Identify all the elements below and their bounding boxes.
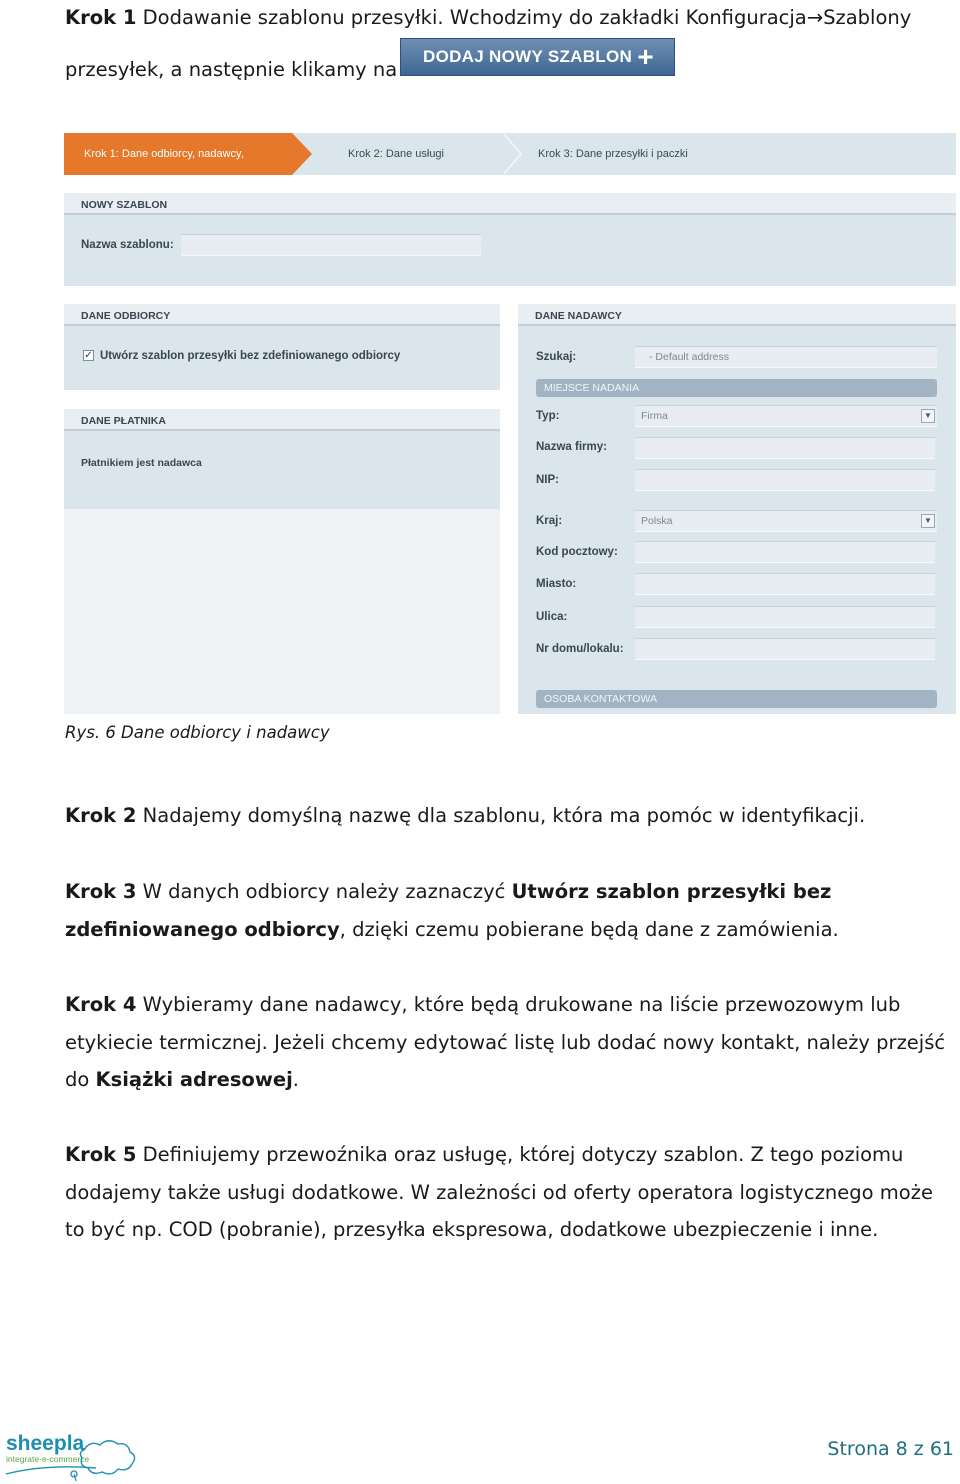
- company-label: Nazwa firmy:: [536, 441, 607, 453]
- pickup-place-section[interactable]: MIEJSCE NADANIA: [536, 379, 937, 397]
- type-value: Firma: [641, 410, 668, 422]
- step2-label: Krok 2: [65, 804, 137, 827]
- step1-paragraph: [65, 0, 957, 37]
- contact-person-section[interactable]: OSOBA KONTAKTOWA: [536, 690, 937, 708]
- type-label: Typ:: [536, 410, 560, 422]
- nip-label: NIP:: [536, 474, 559, 486]
- country-label: Kraj:: [536, 515, 563, 527]
- step1-text-a: Dodawanie szablonu przesyłki. Wchodzimy do zakładki Konfiguracja: [142, 6, 807, 29]
- plus-icon: +: [637, 41, 654, 72]
- step5-label: Krok 5: [65, 1143, 137, 1166]
- wizard-step-1[interactable]: [64, 133, 292, 175]
- sheep-cloud-icon: [4, 1430, 144, 1482]
- city-label: Miasto:: [536, 578, 577, 590]
- left-filler: [64, 509, 500, 714]
- add-new-template-label: DODAJ NOWY SZABLON: [423, 47, 633, 66]
- country-value: Polska: [641, 515, 673, 527]
- new-template-header: NOWY SZABLON: [64, 193, 956, 215]
- new-template-panel: [64, 193, 956, 286]
- search-label: Szukaj:: [536, 351, 577, 363]
- step1-text-b: Szablony: [823, 6, 912, 29]
- step3-text-a: W danych odbiorcy należy zaznaczyć: [142, 880, 506, 903]
- step4-label: Krok 4: [65, 993, 137, 1016]
- company-input[interactable]: [635, 437, 935, 459]
- step3-bold: Utwórz szablon przesyłki bez zdefiniowanego odbiorcy: [65, 880, 832, 941]
- wizard-step-1-label: Krok 1: Dane odbiorcy, nadawcy,: [84, 148, 244, 160]
- payer-header: DANE PŁATNIKA: [64, 409, 500, 431]
- street-input[interactable]: [635, 606, 935, 628]
- template-name-input[interactable]: [181, 234, 481, 256]
- step3-paragraph: [65, 873, 957, 948]
- postcode-label: Kod pocztowy:: [536, 546, 618, 558]
- template-form-screenshot: [64, 133, 956, 714]
- step1-label: Krok 1: [65, 6, 137, 29]
- recipient-panel: [64, 304, 500, 390]
- chevron-down-icon: ▼: [921, 514, 935, 528]
- step4-text-a: Wybieramy dane nadawcy, które będą drukowane na liście przewozowym lub etykiecie termicznej. Jeżeli chcemy edytować listę lub dodać nowy kontakt, należy przejść do: [65, 993, 946, 1091]
- figure-caption: Rys. 6 Dane odbiorcy i nadawcy: [65, 723, 330, 742]
- add-new-template-button[interactable]: [400, 38, 675, 76]
- step3-label: Krok 3: [65, 880, 137, 903]
- sheepla-logo: [4, 1430, 144, 1482]
- chevron-down-icon: ▼: [921, 409, 935, 423]
- arrow-right-icon: →: [806, 6, 824, 29]
- page-number: Strona 8 z 61: [827, 1438, 954, 1460]
- recipient-header: DANE ODBIORCY: [64, 304, 500, 326]
- wizard-step-2[interactable]: [348, 133, 444, 175]
- payer-panel: [64, 409, 500, 509]
- step3-text-b: , dzięki czemu pobierane będą dane z zamówienia.: [339, 917, 839, 941]
- house-number-input[interactable]: [635, 638, 935, 660]
- step5-paragraph: [65, 1136, 957, 1249]
- no-recipient-checkbox[interactable]: ✓: [84, 350, 93, 361]
- wizard-separator: [504, 133, 522, 175]
- type-select[interactable]: [635, 405, 937, 427]
- wizard-step-3-label: Krok 3: Dane przesyłki i paczki: [538, 148, 688, 160]
- no-recipient-label[interactable]: Utwórz szablon przesyłki bez zdefiniowanego odbiorcy: [100, 350, 401, 362]
- street-label: Ulica:: [536, 611, 568, 623]
- step1-line2-text: przesyłek, a następnie klikamy na: [65, 58, 398, 81]
- wizard-steps: [64, 133, 956, 175]
- template-name-label: Nazwa szablonu:: [81, 239, 174, 251]
- search-value: - Default address: [649, 351, 729, 363]
- nip-input[interactable]: [635, 469, 935, 491]
- sender-header: DANE NADAWCY: [518, 304, 956, 326]
- step5-text: Definiujemy przewoźnika oraz usługę, której dotyczy szablon. Z tego poziomu dodajemy także usługi dodatkowe. W zależności od oferty operatora logistycznego może to być np. COD (pobranie), przesyłka ekspresowa, dodatkowe ubezpieczenie i inne.: [65, 1143, 933, 1241]
- step4-text-b: .: [292, 1068, 299, 1091]
- sender-panel: [518, 304, 956, 714]
- wizard-step-2-label: Krok 2: Dane usługi: [348, 148, 444, 160]
- postcode-input[interactable]: [635, 541, 935, 563]
- step4-paragraph: [65, 986, 957, 1099]
- logo-brand: sheepla: [6, 1432, 85, 1455]
- house-number-label: Nr domu/lokalu:: [536, 643, 624, 655]
- city-input[interactable]: [635, 573, 935, 595]
- wizard-step-3[interactable]: [538, 133, 688, 175]
- step2-text: Nadajemy domyślną nazwę dla szablonu, która ma pomóc w identyfikacji.: [142, 804, 866, 827]
- search-input[interactable]: [635, 346, 937, 368]
- logo-tagline: integrate·e-commerce: [6, 1454, 90, 1464]
- country-select[interactable]: [635, 510, 937, 532]
- address-book-link: Książki adresowej: [95, 1068, 293, 1091]
- step2-paragraph: [65, 797, 957, 835]
- payer-text: Płatnikiem jest nadawca: [81, 457, 202, 469]
